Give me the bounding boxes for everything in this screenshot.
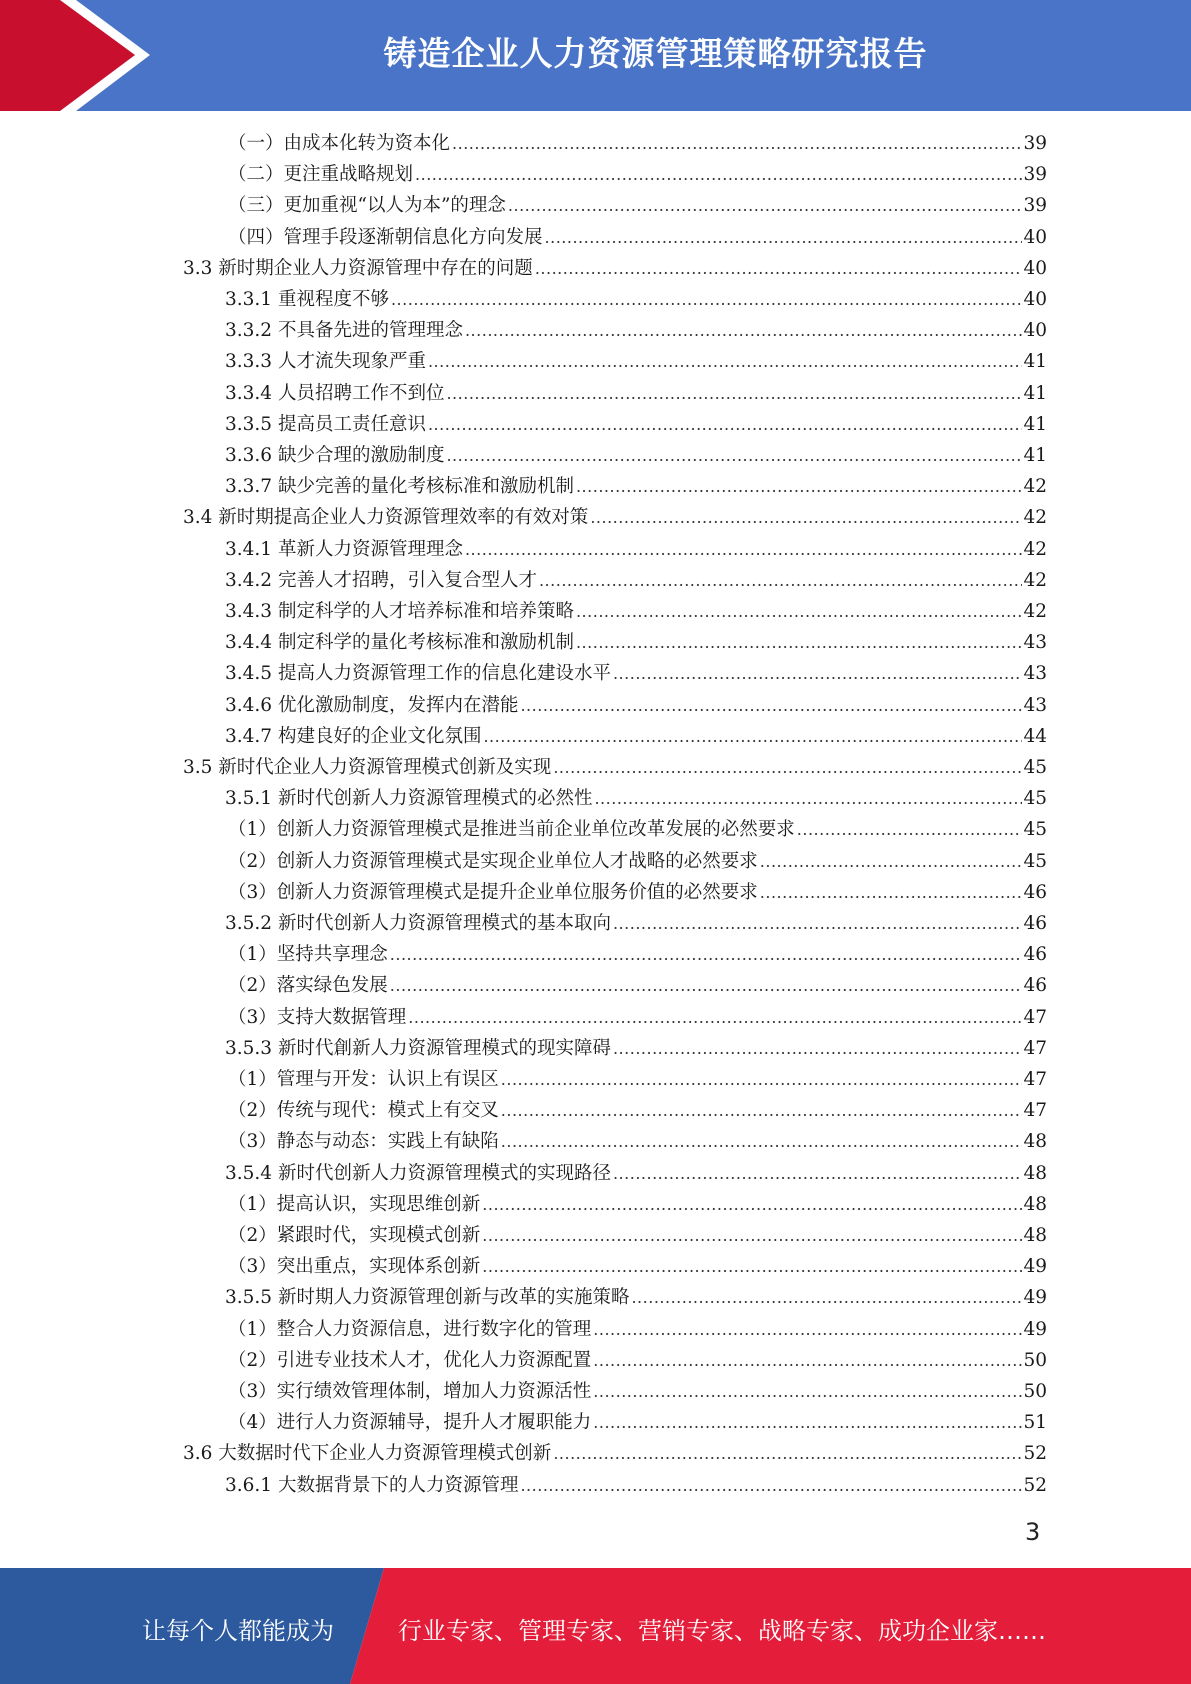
- toc-leader-dots: [594, 783, 1022, 814]
- toc-entry-page: 41: [1023, 445, 1047, 466]
- toc-entry-page: 39: [1023, 195, 1047, 217]
- toc-entry[interactable]: [183, 1438, 1047, 1469]
- toc-leader-dots: [593, 1376, 1022, 1407]
- toc-entry-page: 46: [1023, 975, 1047, 997]
- toc-entry[interactable]: [225, 596, 1047, 627]
- toc-entry-page: 45: [1023, 819, 1047, 841]
- toc-entry[interactable]: [225, 565, 1047, 596]
- toc-entry-title: 3.3.6 缺少合理的激励制度: [225, 445, 445, 466]
- toc-entry-page: 44: [1023, 725, 1047, 747]
- toc-leader-dots: [590, 502, 1022, 533]
- toc-entry[interactable]: [228, 1376, 1047, 1407]
- toc-entry-title: 3.3.3 人才流失现象严重: [225, 351, 426, 373]
- document-title: 铸造企业人力资源管理策略研究报告: [383, 34, 928, 73]
- toc-entry-page: 47: [1023, 1069, 1047, 1090]
- toc-entry[interactable]: [183, 752, 1047, 783]
- toc-entry-title: 3.4.3 制定科学的人才培养标准和培养策略: [225, 601, 574, 622]
- toc-entry[interactable]: [225, 378, 1047, 409]
- toc-entry-title: （1）整合人力资源信息，进行数字化的管理: [228, 1318, 592, 1340]
- toc-entry-title: （1）坚持共享理念: [228, 944, 388, 966]
- toc-entry[interactable]: [225, 440, 1047, 471]
- toc-leader-dots: [613, 1158, 1022, 1189]
- toc-leader-dots: [428, 346, 1022, 377]
- toc-entry[interactable]: [228, 128, 1047, 159]
- toc-entry-page: 52: [1023, 1443, 1047, 1465]
- toc-entry-page: 49: [1023, 1287, 1047, 1309]
- toc-entry[interactable]: [228, 1345, 1047, 1376]
- toc-entry[interactable]: [228, 877, 1047, 908]
- toc-entry[interactable]: [228, 1064, 1047, 1095]
- toc-entry-title: 3.6.1 大数据背景下的人力资源管理: [225, 1474, 519, 1496]
- toc-entry-page: 46: [1023, 913, 1047, 934]
- toc-entry-title: 3.5.2 新时代创新人力资源管理模式的基本取向: [225, 913, 611, 934]
- toc-entry[interactable]: [225, 471, 1047, 502]
- toc-entry-title: （3）突出重点，实现体系创新: [228, 1256, 481, 1278]
- toc-entry-page: 43: [1023, 694, 1047, 716]
- toc-entry-page: 42: [1023, 601, 1047, 622]
- toc-entry-title: （二）更注重战略规划: [228, 164, 414, 186]
- toc-entry-title: 3.4.7 构建良好的企业文化氛围: [225, 725, 482, 747]
- toc-entry-page: 40: [1023, 257, 1047, 279]
- toc-entry-page: 46: [1023, 881, 1047, 903]
- toc-entry[interactable]: [228, 939, 1047, 970]
- toc-entry-page: 50: [1023, 1381, 1047, 1402]
- toc-entry-title: （2）创新人力资源管理模式是实现企业单位人才战略的必然要求: [228, 850, 758, 872]
- toc-entry[interactable]: [225, 690, 1047, 721]
- toc-leader-dots: [797, 814, 1023, 845]
- toc-leader-dots: [390, 939, 1023, 970]
- toc-leader-dots: [613, 908, 1022, 939]
- toc-entry[interactable]: [183, 253, 1047, 284]
- toc-leader-dots: [501, 1126, 1023, 1157]
- toc-entry[interactable]: [225, 658, 1047, 689]
- toc-entry-title: （一）由成本化转为资本化: [228, 133, 451, 154]
- toc-leader-dots: [415, 159, 1022, 190]
- toc-entry-page: 42: [1023, 507, 1047, 529]
- toc-leader-dots: [482, 1189, 1022, 1220]
- toc-entry[interactable]: [228, 814, 1047, 845]
- toc-entry[interactable]: [225, 908, 1047, 939]
- toc-entry-title: 3.4 新时期提高企业人力资源管理效率的有效对策: [183, 507, 589, 529]
- toc-entry-page: 43: [1023, 663, 1047, 685]
- toc-entry[interactable]: [228, 1095, 1047, 1126]
- toc-entry[interactable]: [228, 1314, 1047, 1345]
- toc-entry-page: 40: [1023, 320, 1047, 342]
- toc-leader-dots: [391, 284, 1022, 315]
- toc-entry-page: 48: [1023, 1225, 1047, 1246]
- toc-leader-dots: [408, 1002, 1022, 1033]
- toc-entry-title: 3.3.2 不具备先进的管理理念: [225, 320, 463, 342]
- toc-entry-title: （3）静态与动态：实践上有缺陷: [228, 1131, 499, 1153]
- toc-entry[interactable]: [225, 346, 1047, 377]
- toc-entry[interactable]: [228, 1126, 1047, 1157]
- toc-entry-title: 3.5.5 新时期人力资源管理创新与改革的实施策略: [225, 1287, 630, 1309]
- toc-entry-page: 49: [1023, 1318, 1047, 1340]
- toc-leader-dots: [483, 721, 1022, 752]
- toc-leader-dots: [576, 627, 1022, 658]
- toc-entry[interactable]: [225, 1470, 1047, 1501]
- toc-entry-title: （3）实行绩效管理体制，增加人力资源活性: [228, 1381, 592, 1402]
- toc-entry-page: 50: [1023, 1349, 1047, 1371]
- toc-leader-dots: [613, 658, 1022, 689]
- toc-entry-page: 41: [1023, 413, 1047, 435]
- toc-entry-page: 45: [1023, 757, 1047, 778]
- toc-leader-dots: [390, 970, 1023, 1001]
- toc-entry[interactable]: [225, 315, 1047, 346]
- page-footer: [0, 1568, 1191, 1684]
- toc-leader-dots: [593, 1314, 1022, 1345]
- toc-entry[interactable]: [228, 1407, 1047, 1438]
- toc-entry[interactable]: [228, 190, 1047, 221]
- toc-entry-title: 3.4.5 提高人力资源管理工作的信息化建设水平: [225, 663, 611, 685]
- toc-entry-page: 42: [1023, 538, 1047, 560]
- toc-entry-title: 3.3.7 缺少完善的量化考核标准和激励机制: [225, 476, 574, 498]
- toc-leader-dots: [501, 1064, 1023, 1095]
- toc-entry-page: 48: [1023, 1162, 1047, 1184]
- toc-entry[interactable]: [225, 534, 1047, 565]
- toc-entry[interactable]: [228, 1220, 1047, 1251]
- toc-leader-dots: [613, 1033, 1022, 1064]
- toc-leader-dots: [553, 1438, 1022, 1469]
- toc-entry-title: （2）传统与现代：模式上有交叉: [228, 1100, 499, 1122]
- toc-entry-page: 40: [1023, 226, 1047, 248]
- toc-entry[interactable]: [228, 846, 1047, 877]
- toc-entry-title: 3.4.4 制定科学的量化考核标准和激励机制: [225, 632, 574, 654]
- toc-entry-title: 3.5.4 新时代创新人力资源管理模式的实现路径: [225, 1162, 611, 1184]
- toc-leader-dots: [760, 846, 1023, 877]
- toc-entry[interactable]: [225, 721, 1047, 752]
- toc-entry[interactable]: [228, 1251, 1047, 1282]
- toc-entry-page: 48: [1023, 1131, 1047, 1153]
- toc-entry-page: 39: [1023, 133, 1047, 154]
- toc-entry-page: 42: [1023, 476, 1047, 498]
- toc-entry[interactable]: [228, 222, 1047, 253]
- toc-entry[interactable]: [228, 1002, 1047, 1033]
- toc-leader-dots: [545, 222, 1023, 253]
- toc-leader-dots: [446, 440, 1022, 471]
- footer-slogan-left: 让每个人都能成为: [142, 1617, 334, 1645]
- toc-entry-title: （2）落实绿色发展: [228, 975, 388, 997]
- footer-slogan-right: 行业专家、管理专家、营销专家、战略专家、成功企业家……: [398, 1617, 1046, 1645]
- toc-leader-dots: [576, 471, 1022, 502]
- toc-entry-title: 3.3.4 人员招聘工作不到位: [225, 382, 445, 404]
- toc-entry-title: （1）管理与开发：认识上有误区: [228, 1069, 499, 1090]
- toc-entry[interactable]: [225, 627, 1047, 658]
- toc-leader-dots: [452, 128, 1022, 159]
- toc-leader-dots: [520, 690, 1022, 721]
- toc-entry[interactable]: [225, 409, 1047, 440]
- toc-entry[interactable]: [183, 502, 1047, 533]
- toc-entry-page: 47: [1023, 1100, 1047, 1122]
- toc-entry-title: 3.4.1 革新人力资源管理理念: [225, 538, 463, 560]
- toc-entry-page: 48: [1023, 1193, 1047, 1215]
- toc-entry[interactable]: [225, 284, 1047, 315]
- toc-entry-title: （三）更加重视“以人为本”的理念: [228, 195, 506, 217]
- toc-entry-title: （2）紧跟时代，实现模式创新: [228, 1225, 481, 1246]
- toc-entry-page: 45: [1023, 850, 1047, 872]
- toc-entry-page: 45: [1023, 788, 1047, 810]
- toc-entry-page: 51: [1023, 1412, 1047, 1434]
- toc-entry-title: （4）进行人力资源辅导，提升人才履职能力: [228, 1412, 592, 1434]
- toc-leader-dots: [520, 1470, 1022, 1501]
- toc-entry-title: （1）提高认识，实现思维创新: [228, 1193, 481, 1215]
- toc-leader-dots: [465, 534, 1022, 565]
- toc-entry[interactable]: [228, 1189, 1047, 1220]
- toc-leader-dots: [760, 877, 1023, 908]
- toc-entry-title: 3.5 新时代企业人力资源管理模式创新及实现: [183, 757, 552, 778]
- toc-entry-page: 46: [1023, 944, 1047, 966]
- toc-leader-dots: [446, 378, 1022, 409]
- toc-entry-title: （3）创新人力资源管理模式是提升企业单位服务价值的必然要求: [228, 881, 758, 903]
- toc-leader-dots: [539, 565, 1022, 596]
- toc-entry-title: 3.5.1 新时代创新人力资源管理模式的必然性: [225, 788, 593, 810]
- toc-leader-dots: [465, 315, 1022, 346]
- toc-entry-page: 49: [1023, 1256, 1047, 1278]
- toc-leader-dots: [576, 596, 1022, 627]
- toc-entry-page: 47: [1023, 1006, 1047, 1028]
- toc-entry[interactable]: [225, 783, 1047, 814]
- toc-leader-dots: [593, 1345, 1022, 1376]
- toc-entry-title: 3.6 大数据时代下企业人力资源管理模式创新: [183, 1443, 552, 1465]
- toc-entry-title: 3.4.6 优化激励制度，发挥内在潜能: [225, 694, 519, 716]
- toc-entry-page: 41: [1023, 382, 1047, 404]
- toc-entry[interactable]: [228, 159, 1047, 190]
- toc-leader-dots: [428, 409, 1022, 440]
- toc-entry-title: 3.3.1 重视程度不够: [225, 289, 389, 310]
- toc-entry-title: 3.3 新时期企业人力资源管理中存在的问题: [183, 257, 533, 279]
- toc-leader-dots: [553, 752, 1022, 783]
- toc-entry-page: 41: [1023, 351, 1047, 373]
- toc-entry-page: 47: [1023, 1037, 1047, 1059]
- toc-leader-dots: [482, 1251, 1022, 1282]
- toc-entry-title: （1）创新人力资源管理模式是推进当前企业单位改革发展的必然要求: [228, 819, 795, 841]
- toc-entry[interactable]: [228, 970, 1047, 1001]
- toc-entry[interactable]: [225, 1033, 1047, 1064]
- toc-entry-page: 39: [1023, 164, 1047, 186]
- toc-leader-dots: [535, 253, 1023, 284]
- toc-entry-title: （2）引进专业技术人才，优化人力资源配置: [228, 1349, 592, 1371]
- toc-entry-title: 3.3.5 提高员工责任意识: [225, 413, 426, 435]
- toc-leader-dots: [482, 1220, 1022, 1251]
- toc-entry-page: 40: [1023, 289, 1047, 310]
- toc-entry-title: 3.4.2 完善人才招聘，引入复合型人才: [225, 569, 537, 591]
- page-header: [0, 0, 1191, 111]
- toc-entry[interactable]: [225, 1158, 1047, 1189]
- toc-leader-dots: [631, 1282, 1022, 1313]
- toc-leader-dots: [593, 1407, 1022, 1438]
- toc-entry-title: 3.5.3 新时代創新人力资源管理模式的现实障碍: [225, 1037, 611, 1059]
- toc-entry-page: 43: [1023, 632, 1047, 654]
- toc-entry[interactable]: [225, 1282, 1047, 1313]
- page-number: 3: [1025, 1518, 1041, 1546]
- toc-entry-page: 52: [1023, 1474, 1047, 1496]
- toc-leader-dots: [508, 190, 1023, 221]
- toc-entry-title: （四）管理手段逐渐朝信息化方向发展: [228, 226, 543, 248]
- toc-entry-page: 42: [1023, 569, 1047, 591]
- toc-entry-title: （3）支持大数据管理: [228, 1006, 407, 1028]
- toc-leader-dots: [501, 1095, 1023, 1126]
